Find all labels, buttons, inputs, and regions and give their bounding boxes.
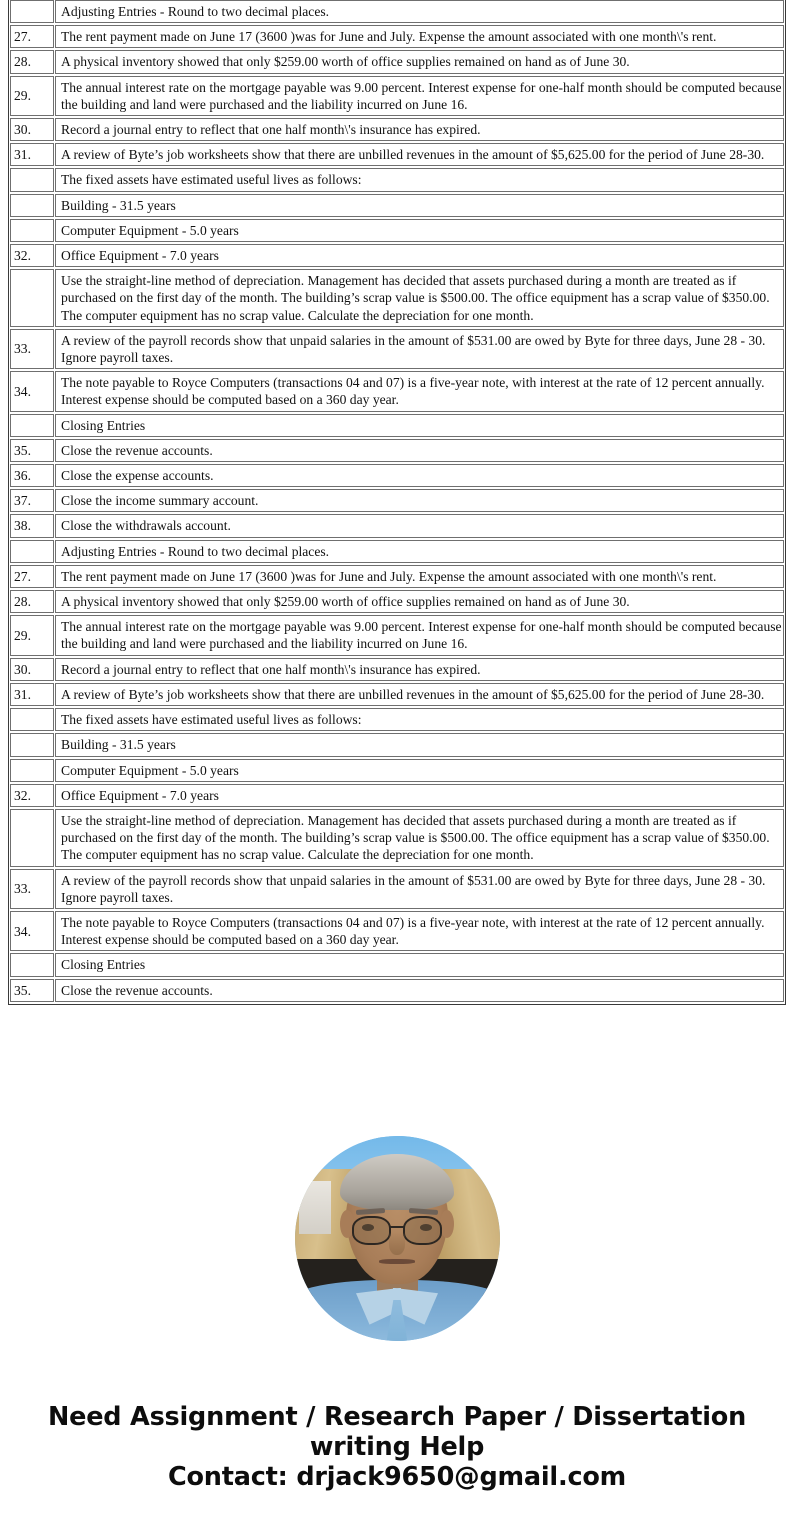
entry-description-cell: Computer Equipment - 5.0 years (55, 759, 784, 782)
table-row (10, 0, 784, 23)
entry-number-cell: 36. (10, 464, 54, 487)
eyeglasses-lens-left (352, 1216, 391, 1245)
table-row (10, 809, 784, 867)
entry-number-cell: 33. (10, 869, 54, 909)
entry-number-cell: 29. (10, 76, 54, 116)
portrait-block (0, 1136, 794, 1346)
entry-description-cell: The annual interest rate on the mortgage payable was 9.00 percent. Interest expense for one-half month should be computed because the building and land were purchased and the liability incurred on June 16. (55, 76, 784, 116)
entry-number-cell: 27. (10, 25, 54, 48)
entry-number-cell: 28. (10, 590, 54, 613)
table-row (10, 118, 784, 141)
table-row (10, 953, 784, 976)
table-row (10, 590, 784, 613)
eyeglasses-lens-right (403, 1216, 442, 1245)
background-wall-panel (299, 1181, 332, 1234)
table-row (10, 464, 784, 487)
entry-description-cell: Use the straight-line method of depreciation. Management has decided that assets purchased during a month are treated as if purchased on the first day of the month. The building’s scrap value is $500.00. The office equipment has a scrap value of $350.00. The computer equipment has no scrap value. Calculate the depreciation for one month. (55, 809, 784, 867)
entry-description-cell: The note payable to Royce Computers (transactions 04 and 07) is a five-year note, with interest at the rate of 12 percent annually. Interest expense should be computed based on a 360 day year. (55, 371, 784, 411)
entry-description-cell: Office Equipment - 7.0 years (55, 784, 784, 807)
table-row (10, 25, 784, 48)
promo-line-2: writing Help (309, 1432, 485, 1462)
table-row (10, 615, 784, 655)
entry-description-cell: Close the revenue accounts. (55, 979, 784, 1002)
table-row (10, 759, 784, 782)
nose (389, 1232, 405, 1255)
entry-description-cell: Building - 31.5 years (55, 194, 784, 217)
entry-number-cell (10, 708, 54, 731)
entry-description-cell: Office Equipment - 7.0 years (55, 244, 784, 267)
entry-number-cell (10, 194, 54, 217)
entry-description-cell: Closing Entries (55, 414, 784, 437)
entry-description-cell: A physical inventory showed that only $259.00 worth of office supplies remained on hand as of June 30. (55, 50, 784, 73)
entry-number-cell: 30. (10, 118, 54, 141)
entry-description-cell: The rent payment made on June 17 (3600 )was for June and July. Expense the amount associated with one month\'s rent. (55, 25, 784, 48)
entry-description-cell: The fixed assets have estimated useful lives as follows: (55, 708, 784, 731)
mouth (379, 1259, 416, 1264)
entry-number-cell: 31. (10, 683, 54, 706)
table-row (10, 708, 784, 731)
entry-description-cell: The annual interest rate on the mortgage payable was 9.00 percent. Interest expense for one-half month should be computed because the building and land were purchased and the liability incurred on June 16. (55, 615, 784, 655)
entry-number-cell: 31. (10, 143, 54, 166)
promo-contact-line: Contact: drjack9650@gmail.com (167, 1462, 627, 1492)
table-row (10, 439, 784, 462)
table-body (10, 0, 784, 1002)
table-row (10, 76, 784, 116)
entry-description-cell: Computer Equipment - 5.0 years (55, 219, 784, 242)
table-row (10, 269, 784, 327)
entry-description-cell: Use the straight-line method of depreciation. Management has decided that assets purchased during a month are treated as if purchased on the first day of the month. The building’s scrap value is $500.00. The office equipment has a scrap value of $350.00. The computer equipment has no scrap value. Calculate the depreciation for one month. (55, 269, 784, 327)
entry-description-cell: Adjusting Entries - Round to two decimal places. (55, 0, 784, 23)
entry-description-cell: Close the revenue accounts. (55, 439, 784, 462)
entry-description-cell: Record a journal entry to reflect that one half month\'s insurance has expired. (55, 658, 784, 681)
entry-description-cell: Record a journal entry to reflect that one half month\'s insurance has expired. (55, 118, 784, 141)
entry-number-cell (10, 269, 54, 327)
entry-number-cell (10, 809, 54, 867)
entry-number-cell (10, 0, 54, 23)
table-row (10, 683, 784, 706)
entry-description-cell: A review of the payroll records show that unpaid salaries in the amount of $531.00 are owed by Byte for three days, June 28 - 30. Ignore payroll taxes. (55, 329, 784, 369)
table-row (10, 979, 784, 1002)
instructions-table-container (8, 0, 786, 1005)
table-row (10, 514, 784, 537)
entry-description-cell: The note payable to Royce Computers (transactions 04 and 07) is a five-year note, with interest at the rate of 12 percent annually. Interest expense should be computed based on a 360 day year. (55, 911, 784, 951)
entry-description-cell: A physical inventory showed that only $259.00 worth of office supplies remained on hand as of June 30. (55, 590, 784, 613)
table-row (10, 50, 784, 73)
table-row (10, 219, 784, 242)
entry-number-cell: 33. (10, 329, 54, 369)
entry-description-cell: The fixed assets have estimated useful lives as follows: (55, 168, 784, 191)
table-row (10, 489, 784, 512)
table-row (10, 733, 784, 756)
entry-description-cell: Closing Entries (55, 953, 784, 976)
entry-number-cell: 32. (10, 784, 54, 807)
table-row (10, 540, 784, 563)
table-row (10, 869, 784, 909)
table-row (10, 244, 784, 267)
entry-description-cell: A review of Byte’s job worksheets show that there are unbilled revenues in the amount of $5,625.00 for the period of June 28-30. (55, 683, 784, 706)
entry-number-cell (10, 414, 54, 437)
table-row (10, 168, 784, 191)
promo-line-1: Need Assignment / Research Paper / Dissertation (47, 1402, 747, 1432)
table-row (10, 565, 784, 588)
table-row (10, 194, 784, 217)
entry-number-cell: 30. (10, 658, 54, 681)
table-row (10, 414, 784, 437)
entry-number-cell: 27. (10, 565, 54, 588)
entry-number-cell (10, 733, 54, 756)
entry-number-cell (10, 953, 54, 976)
table-row (10, 784, 784, 807)
entry-number-cell: 29. (10, 615, 54, 655)
entry-number-cell: 34. (10, 371, 54, 411)
entry-number-cell: 38. (10, 514, 54, 537)
table-row (10, 371, 784, 411)
entry-description-cell: Close the expense accounts. (55, 464, 784, 487)
entry-number-cell (10, 168, 54, 191)
entry-number-cell (10, 759, 54, 782)
table-row (10, 329, 784, 369)
entry-description-cell: Close the withdrawals account. (55, 514, 784, 537)
table-row (10, 658, 784, 681)
entry-number-cell: 35. (10, 979, 54, 1002)
promo-footer (0, 1402, 794, 1492)
entry-number-cell (10, 219, 54, 242)
eyeglasses-bridge (390, 1226, 404, 1228)
table-row (10, 143, 784, 166)
entry-description-cell: Adjusting Entries - Round to two decimal places. (55, 540, 784, 563)
table-row (10, 911, 784, 951)
entry-number-cell: 34. (10, 911, 54, 951)
entry-number-cell: 35. (10, 439, 54, 462)
entry-description-cell: Close the income summary account. (55, 489, 784, 512)
avatar (295, 1136, 500, 1341)
entry-description-cell: A review of Byte’s job worksheets show that there are unbilled revenues in the amount of $5,625.00 for the period of June 28-30. (55, 143, 784, 166)
entry-number-cell (10, 540, 54, 563)
entry-description-cell: The rent payment made on June 17 (3600 )was for June and July. Expense the amount associated with one month\'s rent. (55, 565, 784, 588)
entry-number-cell: 37. (10, 489, 54, 512)
adjusting-and-closing-entries-table (9, 0, 785, 1004)
entry-description-cell: A review of the payroll records show that unpaid salaries in the amount of $531.00 are owed by Byte for three days, June 28 - 30. Ignore payroll taxes. (55, 869, 784, 909)
entry-number-cell: 32. (10, 244, 54, 267)
entry-description-cell: Building - 31.5 years (55, 733, 784, 756)
entry-number-cell: 28. (10, 50, 54, 73)
